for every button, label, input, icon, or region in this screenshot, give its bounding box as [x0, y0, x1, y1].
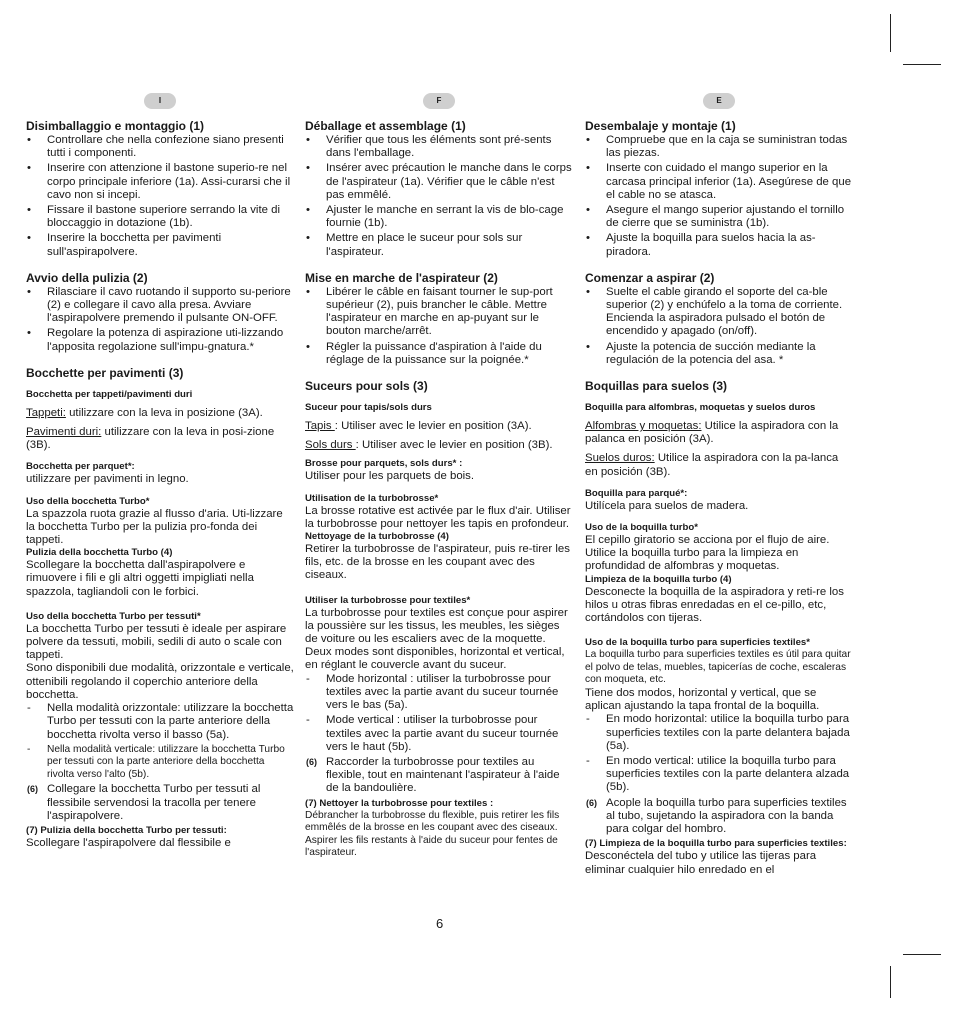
- start-list: [305, 286, 573, 367]
- subheading-turbo-clean: Limpieza de la boquilla turbo (4): [585, 573, 732, 585]
- textile-text-1: La boquilla turbo para superficies textiles es útil para quitar el polvo de telas, muebles, tapicerías de coche, escaleras con moqueta, etc.: [585, 649, 851, 686]
- section-title-start: Comenzar a aspirar (2): [585, 270, 715, 285]
- list-item: • Suelte el cable girando el soporte del ca-ble superior (2) y enchúfelo a la toma de corriente. Encienda la aspiradora pulsado el botón de encendido y apagado (on/off).: [585, 286, 853, 339]
- list-item: (6) Raccorder la turbobrosse pour textiles au flexible, tout en maintenant l'aspirateur à l'aide de la bandoulière.: [305, 756, 573, 796]
- turbo-clean-text: Retirer la turbobrosse de l'aspirateur, puis re-tirer les fils, etc. de la brosse en les coupant avec des ciseaux.: [305, 543, 570, 582]
- carpet-paragraph: Alfombras y moquetas: Utilice la aspiradora con la palanca en posición (3A).: [585, 420, 839, 446]
- textile-modes-list: [26, 702, 294, 823]
- list-item: • Libérer le câble en faisant tourner le sup-port supérieur (2), puis brancher le câble. Mettre l'aspirateur en marche en ap-puyant sur le bouton marche/arrêt.: [305, 286, 573, 339]
- textile-modes-list: [305, 673, 573, 796]
- turbo-text: La spazzola ruota grazie al flusso d'aria. Uti-lizzare la bocchetta Turbo per la pulizia pro-fonda dei tappeti.: [26, 507, 283, 547]
- section-title-unpacking: Déballage et assemblage (1): [305, 119, 466, 133]
- textile-text-1: La turbobrosse pour textiles est conçue pour aspirer la poussière sur les tissus, les meubles, les sièges de voiture ou les escaliers avec de la moquette.: [305, 606, 568, 646]
- list-item: (6) Acople la boquilla turbo para superficies textiles al tubo, sujetando la aspiradora con la banda para colgar del hombro.: [585, 797, 853, 837]
- crop-mark-bottom-horizontal: [903, 954, 941, 955]
- list-item: • Fissare il bastone superiore serrando la vite di bloccaggio in dotazione (1b).: [26, 204, 294, 230]
- turbo-clean-text: Desconecte la boquilla de la aspiradora y reti-re los hilos u otras fibras enredadas en el ce-pillo, etc, cortándolos con tijeras.: [585, 585, 844, 625]
- list-item: • Vérifier que tous les éléments sont pré-sents dans l'emballage.: [305, 134, 573, 160]
- start-list: [585, 286, 853, 367]
- unpacking-list: [26, 134, 294, 259]
- hard-floor-paragraph: Pavimenti duri: utilizzare con la leva in posi-zione (3B).: [26, 426, 275, 452]
- subheading-carpet-hard: Boquilla para alfombras, moquetas y suelos duros: [585, 402, 816, 414]
- subheading-turbo-clean: Pulizia della bocchetta Turbo (4): [26, 547, 173, 559]
- column-french: [305, 93, 573, 860]
- textile-clean-text: Débrancher la turbobrosse du flexible, puis retirer les fils emmêlés de la brosse en les coupant avec des ciseaux. Aspirer les fils restants à l'aide du suceur pour fentes de l'aspirateur.: [305, 809, 560, 859]
- crop-mark-top-horizontal: [903, 64, 941, 65]
- subheading-carpet-hard: Bocchetta per tappeti/pavimenti duri: [26, 388, 193, 400]
- turbo-text: El cepillo giratorio se acciona por el flujo de aire. Utilice la boquilla turbo para la limpieza en profundidad de alfombras y moquetas.: [585, 534, 830, 573]
- list-item: • Inserte con cuidado el mango superior en la carcasa principal inferior (1a). Asegúrese de que el cable no se atasca.: [585, 162, 853, 202]
- list-item: • Ajuste la boquilla para suelos hacia la as-piradora.: [585, 232, 853, 258]
- column-spanish: [585, 93, 853, 877]
- subheading-textile-clean: (7) Nettoyer la turbobrosse pour textiles :: [305, 797, 494, 809]
- list-item: - Mode horizontal : utiliser la turbobrosse pour textiles avec la partie avant du suceur tournée vers le bas (5a).: [305, 673, 573, 713]
- list-item: • Inserire la bocchetta per pavimenti sull'aspirapolvere.: [26, 232, 294, 258]
- subheading-textile-clean: (7) Pulizia della bocchetta Turbo per tessuti:: [26, 825, 227, 837]
- section-title-start: Avvio della pulizia (2): [26, 270, 148, 285]
- list-item: • Insérer avec précaution le manche dans le corps de l'aspirateur (1a). Vérifier que le câble n'est pas emmêlé.: [305, 162, 573, 202]
- list-item: • Compruebe que en la caja se suministran todas las piezas.: [585, 134, 853, 160]
- subheading-turbo: Uso de la boquilla turbo*: [585, 522, 698, 534]
- turbo-text: La brosse rotative est activée par le flux d'air. Utiliser la turbobrosse pour nettoyer les tapis en profondeur.: [305, 504, 571, 530]
- turbo-clean-text: Scollegare la bocchetta dall'aspirapolvere e rimuovere i fili e gli altri oggetti impigliati nella spazzola, tagliandoli con le forbici.: [26, 559, 254, 598]
- language-badge: E: [703, 93, 735, 109]
- subheading-parquet: Brosse pour parquets, sols durs* :: [305, 458, 463, 470]
- parquet-text: utilizzare per pavimenti in legno.: [26, 473, 189, 486]
- language-badge: I: [144, 93, 176, 109]
- list-item: • Ajuster le manche en serrant la vis de blo-cage fournie (1b).: [305, 204, 573, 230]
- textile-modes-list: [585, 713, 853, 836]
- section-title-nozzles: Bocchette per pavimenti (3): [26, 365, 184, 380]
- unpacking-list: [585, 134, 853, 259]
- textile-clean-text: Desconéctela del tubo y utilice las tijeras para eliminar cualquier hilo enredado en el: [585, 850, 817, 876]
- list-item: • Rilasciare il cavo ruotando il supporto su-periore (2) e collegare il cavo alla presa. Avviare l'aspirapolvere premendo il pulsante ON-OFF.: [26, 286, 294, 326]
- textile-clean-text: Scollegare l'aspirapolvere dal flessibile e: [26, 837, 231, 850]
- hard-floor-paragraph: Suelos duros: Utilice la aspiradora con la pa-lanca en posición (3B).: [585, 452, 839, 478]
- subheading-parquet: Bocchetta per parquet*:: [26, 461, 135, 473]
- list-item: (6) Collegare la bocchetta Turbo per tessuti al flessibile servendosi la tracolla per tenere l'aspirapolvere.: [26, 783, 294, 823]
- subheading-textile-clean: (7) Limpieza de la boquilla turbo para superficies textiles:: [585, 838, 847, 850]
- carpet-paragraph: Tapis : Utiliser avec le levier en position (3A).: [305, 420, 532, 433]
- crop-mark-bottom-vertical: [890, 966, 891, 998]
- subheading-textile: Uso de la boquilla turbo para superficies textiles*: [585, 637, 810, 649]
- list-item: • Ajuste la potencia de succión mediante la regulación de la potencia del asa. *: [585, 341, 853, 367]
- list-item: - En modo horizontal: utilice la boquilla turbo para superficies textiles con la parte delantera bajada (5a).: [585, 713, 853, 753]
- subheading-carpet-hard: Suceur pour tapis/sols durs: [305, 402, 432, 414]
- start-list: [26, 286, 294, 354]
- textile-text-2: Deux modes sont disponibles, horizontal et vertical, en réglant le couvercle avant du suceur.: [305, 646, 565, 672]
- carpet-paragraph: Tappeti: utilizzare con la leva in posizione (3A).: [26, 406, 263, 419]
- list-item: • Régler la puissance d'aspiration à l'aide du réglage de la puissance sur la poignée.*: [305, 341, 573, 367]
- section-title-unpacking: Desembalaje y montaje (1): [585, 119, 736, 133]
- language-badge: F: [423, 93, 455, 109]
- list-item: - Nella modalità orizzontale: utilizzare la bocchetta Turbo per tessuti con la parte anteriore della bocchetta rivolta verso il basso (5a).: [26, 702, 294, 742]
- list-item: • Controllare che nella confezione siano presenti tutti i componenti.: [26, 134, 294, 160]
- textile-text-2: Sono disponibili due modalità, orizzontale e verticale, ottenibili regolando il coperchio anteriore della bocchetta.: [26, 662, 294, 701]
- list-item: - En modo vertical: utilice la boquilla turbo para superficies textiles con la parte delantera alzada (5b).: [585, 755, 853, 795]
- list-item: • Asegure el mango superior ajustando el tornillo de cierre que se suministra (1b).: [585, 204, 853, 230]
- parquet-text: Utiliser pour les parquets de bois.: [305, 470, 475, 483]
- subheading-textile: Utiliser la turbobrosse pour textiles*: [305, 594, 471, 606]
- unpacking-list: [305, 134, 573, 259]
- section-title-nozzles: Suceurs pour sols (3): [305, 379, 428, 394]
- list-item: - Nella modalità verticale: utilizzare la bocchetta Turbo per tessuti con la parte anteriore della bocchetta rivolta verso l'alto (5b).: [26, 744, 294, 782]
- list-item: • Inserire con attenzione il bastone superio-re nel corpo principale inferiore (1a). Assi-curarsi che il cavo non si incepi.: [26, 162, 294, 202]
- crop-mark-top-vertical: [890, 14, 891, 52]
- section-title-unpacking: Disimballaggio e montaggio (1): [26, 119, 205, 133]
- list-item: - Mode vertical : utiliser la turbobrosse pour textiles avec la partie avant du suceur tournée vers le haut (5b).: [305, 714, 573, 754]
- subheading-turbo: Utilisation de la turbobrosse*: [305, 492, 439, 504]
- hard-floor-paragraph: Sols durs : Utiliser avec le levier en position (3B).: [305, 439, 553, 452]
- textile-text-1: La bocchetta Turbo per tessuti è ideale per aspirare polvere da tessuti, mobili, sedili di auto o scale con tappeti.: [26, 622, 287, 662]
- subheading-textile: Uso della bocchetta Turbo per tessuti*: [26, 610, 201, 622]
- subheading-turbo: Uso della bocchetta Turbo*: [26, 495, 150, 507]
- column-italian: [26, 93, 294, 850]
- subheading-parquet: Boquilla para parqué*:: [585, 487, 688, 499]
- section-title-start: Mise en marche de l'aspirateur (2): [305, 270, 498, 285]
- subheading-turbo-clean: Nettoyage de la turbobrosse (4): [305, 531, 449, 543]
- section-title-nozzles: Boquillas para suelos (3): [585, 379, 728, 394]
- textile-text-2: Tiene dos modos, horizontal y vertical, que se aplican ajustando la tapa frontal de la boquilla.: [585, 687, 820, 713]
- list-item: • Regolare la potenza di aspirazione uti-lizzando l'apposita regolazione sull'impu-gnatura.*: [26, 327, 294, 353]
- parquet-text: Utilícela para suelos de madera.: [585, 499, 749, 512]
- page-number: 6: [436, 916, 444, 931]
- list-item: • Mettre en place le suceur pour sols sur l'aspirateur.: [305, 232, 573, 258]
